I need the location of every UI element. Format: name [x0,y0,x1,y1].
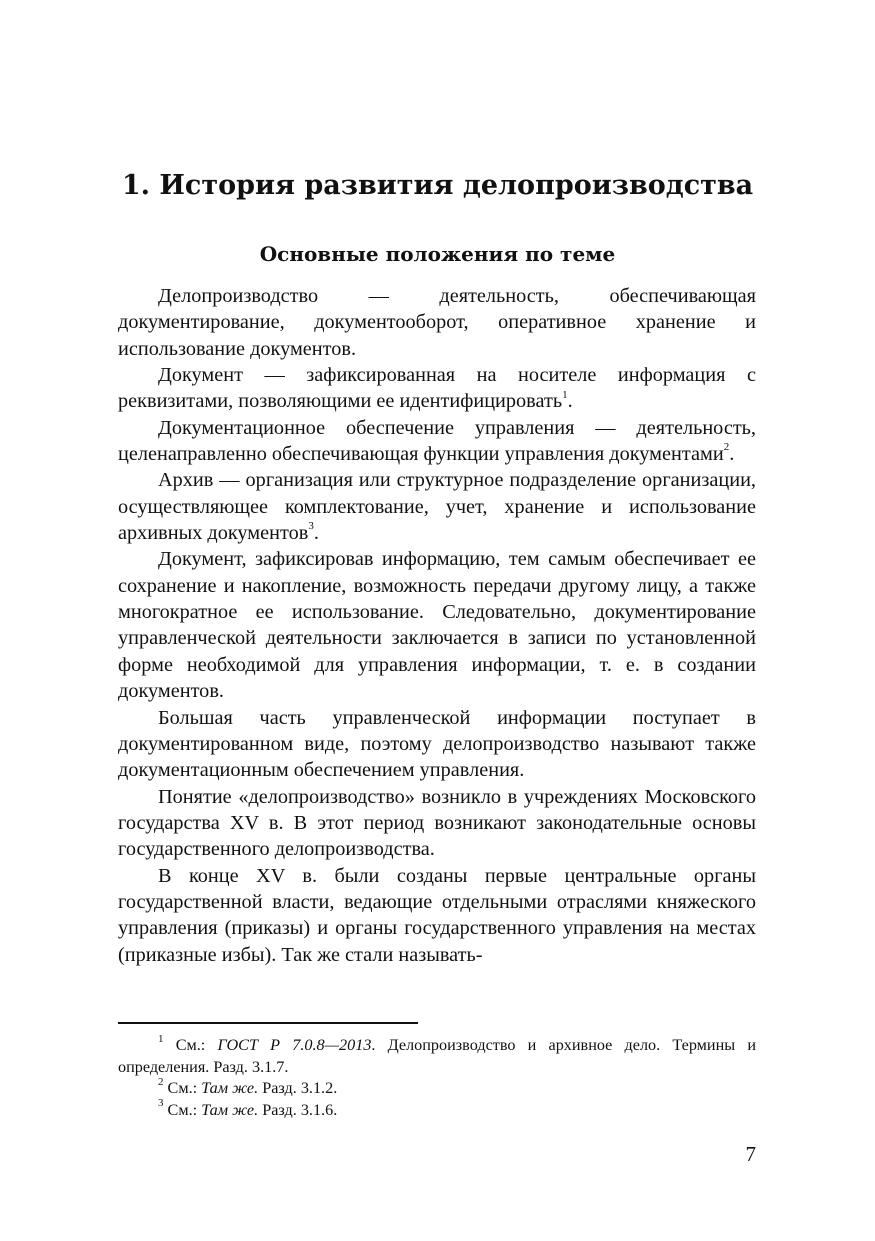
paragraph-1 [118,283,756,362]
footnote-prefix: См.: [175,1036,206,1054]
paragraph-7 [118,784,756,863]
paragraph-text: Делопроизводство — деятельность, обеспечивающая документирование, документооборот, оперативное хранение и использование документов. [118,285,756,360]
chapter-title: 1. История развития делопроизводства [121,170,754,201]
paragraph-3 [118,415,756,468]
footnote-source: ГОСТ Р 7.0.8—2013 [217,1036,372,1054]
paragraph-tail: . [567,390,573,413]
paragraph-6 [118,705,756,784]
footnote-number: 2 [158,1075,164,1088]
paragraph-4 [118,467,756,546]
footnote-rest: Разд. 3.1.2. [262,1079,338,1098]
paragraph-text: Большая часть управленческой информации поступает в документированном виде, поэтому делопроизводство называют также документационным обеспечением управления. [118,706,756,782]
footnote-2 [118,1075,756,1100]
section-title: Основные положения по теме [259,242,616,266]
paragraph-2 [118,362,756,415]
footnote-ref-1[interactable]: 1 [562,388,568,401]
footnotes [118,1032,756,1121]
footnote-number: 1 [158,1032,164,1045]
footnote-number: 3 [158,1097,164,1110]
footnote-1 [118,1032,756,1078]
footnote-ref-2[interactable]: 2 [723,441,730,454]
footnote-rest: Разд. 3.1.6. [262,1100,338,1119]
paragraph-text: Документ — зафиксированная на носителе информация с реквизитами, позволяющими ее идентифицировать [118,364,756,413]
paragraph-text: В конце XV в. были созданы первые центральные органы государственной власти, ведающие отдельными отраслями княжеского управления (приказы) и органы государственного управления на местах (приказные избы). Так же стали называть- [118,864,756,966]
paragraph-text: Документ, зафиксировав информацию, тем самым обеспечивает ее сохранение и накопление, возможность передачи другому лицу, а также многократное ее использование. Следовательно, документирование управленческой деятельности заключается в записи по установленной форме необходимой для управления информации, т. е. в создании документов. [118,548,756,703]
page-number: 7 [745,1142,756,1166]
footnote-divider [118,1022,418,1024]
paragraph-text: Архив — организация или структурное подразделение организации, осуществляющее комплектование, учет, хранение и использование архивных документов [118,469,756,545]
body-text [118,283,756,968]
paragraph-8 [118,863,756,968]
paragraph-tail: . [313,522,319,545]
paragraph-5 [118,546,756,704]
footnote-3 [118,1097,756,1122]
paragraph-tail: . [729,443,735,466]
footnote-source: Там же. [201,1079,259,1098]
footnote-ref-3[interactable]: 3 [308,520,314,533]
footnote-prefix: См.: [167,1100,198,1119]
footnote-source: Там же. [201,1100,259,1119]
paragraph-text: Документационное обеспечение управления — деятельность, целенаправленно обеспечивающая функции управления документами [118,416,756,466]
footnote-prefix: См.: [167,1079,198,1098]
footnote-rest: . Делопроизводство и архивное дело. Термины и определения. Разд. 3.1.7. [118,1036,756,1076]
paragraph-text: Понятие «делопроизводство» возникло в учреждениях Московского государства XV в. В этот период возникают законодательные основы государственного делопроизводства. [118,785,756,861]
